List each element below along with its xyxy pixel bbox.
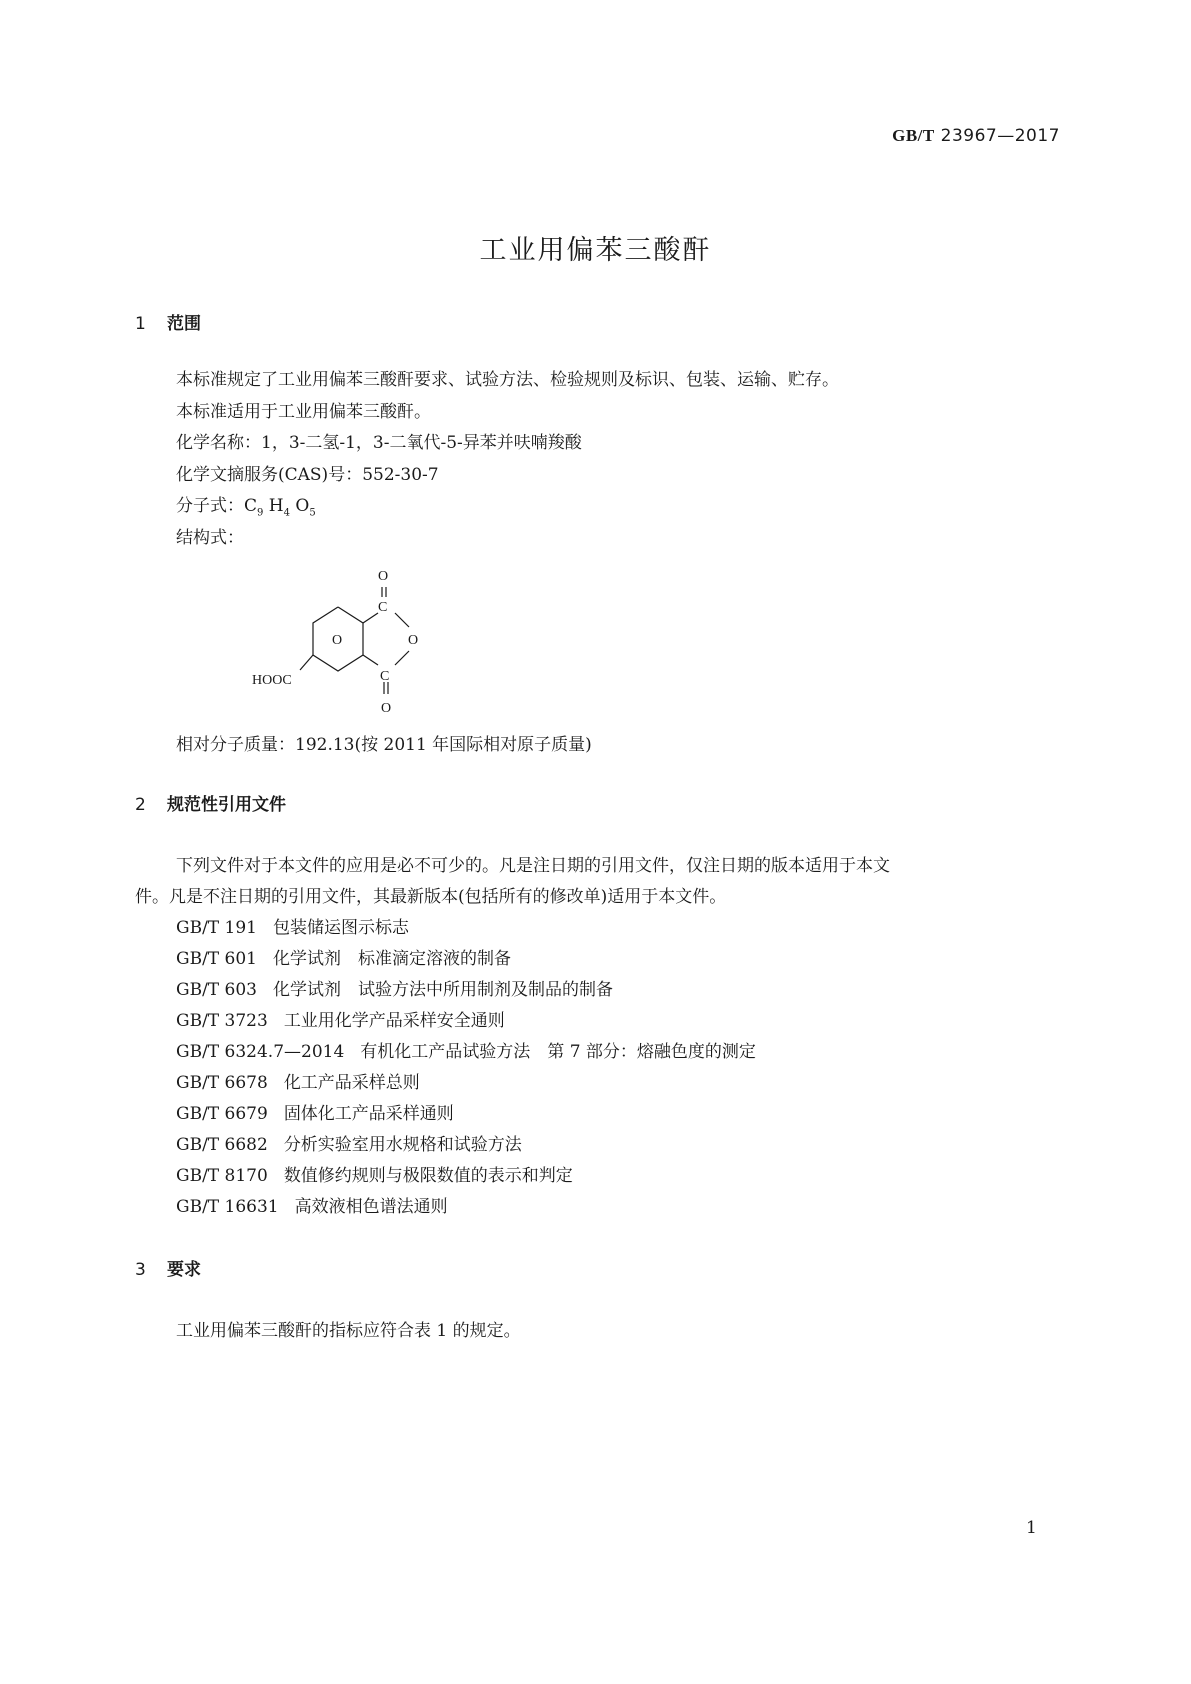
- cas-number: 化学文摘服务(CAS)号：552-30-7: [176, 465, 439, 485]
- reference-name: 化学试剂 试验方法中所用制剂及制品的制备: [273, 980, 613, 1000]
- section-1-heading: [135, 309, 201, 334]
- reference-code: GB/T 603: [176, 980, 257, 1000]
- reference-code: GB/T 6679: [176, 1104, 268, 1124]
- atom-c-bottom: C: [380, 669, 390, 684]
- document-title: 工业用偏苯三酸酐: [479, 235, 712, 266]
- atom-o-ring: O: [332, 633, 343, 648]
- reference-code: GB/T 16631: [176, 1197, 279, 1217]
- formula-label: 分子式：: [176, 496, 244, 516]
- standard-number: 23967—2017: [940, 126, 1060, 146]
- formula-h-count: 4: [283, 507, 290, 519]
- molecular-formula: [176, 491, 316, 518]
- atom-o-bridge: O: [408, 633, 419, 648]
- reference-code: GB/T 6678: [176, 1073, 268, 1093]
- section-title: 范围: [167, 314, 201, 334]
- reference-code: GB/T 191: [176, 918, 257, 938]
- section-2-heading: [135, 790, 286, 815]
- reference-name: 固体化工产品采样通则: [283, 1104, 454, 1124]
- reference-item: [176, 1192, 448, 1217]
- atom-c-top: C: [378, 600, 388, 615]
- requirements-line-1: 工业用偏苯三酸酐的指标应符合表 1 的规定。: [176, 1321, 521, 1341]
- reference-item: [176, 1161, 573, 1186]
- reference-code: GB/T 8170: [176, 1166, 268, 1186]
- atom-o-bottom: O: [381, 701, 392, 716]
- norm-refs-intro-line-1: 下列文件对于本文件的应用是必不可少的。凡是注日期的引用文件，仅注日期的版本适用于本文: [176, 856, 890, 876]
- chemical-name: 化学名称：1，3-二氢-1，3-二氧代-5-异苯并呋喃羧酸: [176, 433, 582, 453]
- relative-molecular-mass: 相对分子质量：192.13(按 2011 年国际相对原子质量): [176, 735, 592, 755]
- formula-o-count: 5: [309, 507, 316, 519]
- standard-prefix: GB/T: [892, 126, 935, 145]
- reference-item: [176, 975, 613, 1000]
- norm-refs-intro-line-2: 件。凡是不注日期的引用文件，其最新版本(包括所有的修改单)适用于本文件。: [135, 887, 727, 907]
- reference-name: 有机化工产品试验方法 第 7 部分：熔融色度的测定: [360, 1042, 756, 1062]
- scope-line-2: 本标准适用于工业用偏苯三酸酐。: [176, 402, 431, 422]
- section-title: 规范性引用文件: [167, 795, 286, 815]
- reference-name: 数值修约规则与极限数值的表示和判定: [283, 1166, 573, 1186]
- section-3-heading: [135, 1255, 201, 1280]
- reference-item: [176, 1130, 522, 1155]
- reference-name: 分析实验室用水规格和试验方法: [283, 1135, 522, 1155]
- reference-item: [176, 1006, 505, 1031]
- reference-code: GB/T 6324.7—2014: [176, 1042, 345, 1062]
- atom-o-top: O: [378, 569, 389, 584]
- reference-item: [176, 1037, 756, 1062]
- page-number: 1: [1026, 1518, 1037, 1538]
- group-hooc: HOOC: [252, 673, 292, 688]
- reference-code: GB/T 3723: [176, 1011, 268, 1031]
- structural-formula-diagram: [252, 569, 450, 730]
- reference-name: 化学试剂 标准滴定溶液的制备: [273, 949, 511, 969]
- reference-item: [176, 944, 511, 969]
- reference-item: [176, 913, 409, 938]
- benzene-ring: [300, 587, 409, 694]
- reference-name: 化工产品采样总则: [283, 1073, 420, 1093]
- section-number: 2: [135, 795, 146, 815]
- section-number: 1: [135, 314, 146, 334]
- reference-code: GB/T 601: [176, 949, 257, 969]
- structure-label: 结构式：: [176, 528, 244, 548]
- reference-name: 高效液相色谱法通则: [294, 1197, 448, 1217]
- formula-c: C: [244, 496, 258, 516]
- reference-item: [176, 1068, 420, 1093]
- section-number: 3: [135, 1260, 146, 1280]
- reference-code: GB/T 6682: [176, 1135, 268, 1155]
- formula-o: O: [295, 496, 310, 516]
- section-title: 要求: [167, 1260, 201, 1280]
- reference-item: [176, 1099, 454, 1124]
- formula-h: H: [268, 496, 284, 516]
- standard-code: [892, 126, 1060, 146]
- reference-name: 工业用化学产品采样安全通则: [283, 1011, 505, 1031]
- reference-name: 包装储运图示标志: [273, 918, 409, 938]
- scope-line-1: 本标准规定了工业用偏苯三酸酐要求、试验方法、检验规则及标识、包装、运输、贮存。: [176, 370, 839, 390]
- formula-c-count: 9: [257, 507, 264, 519]
